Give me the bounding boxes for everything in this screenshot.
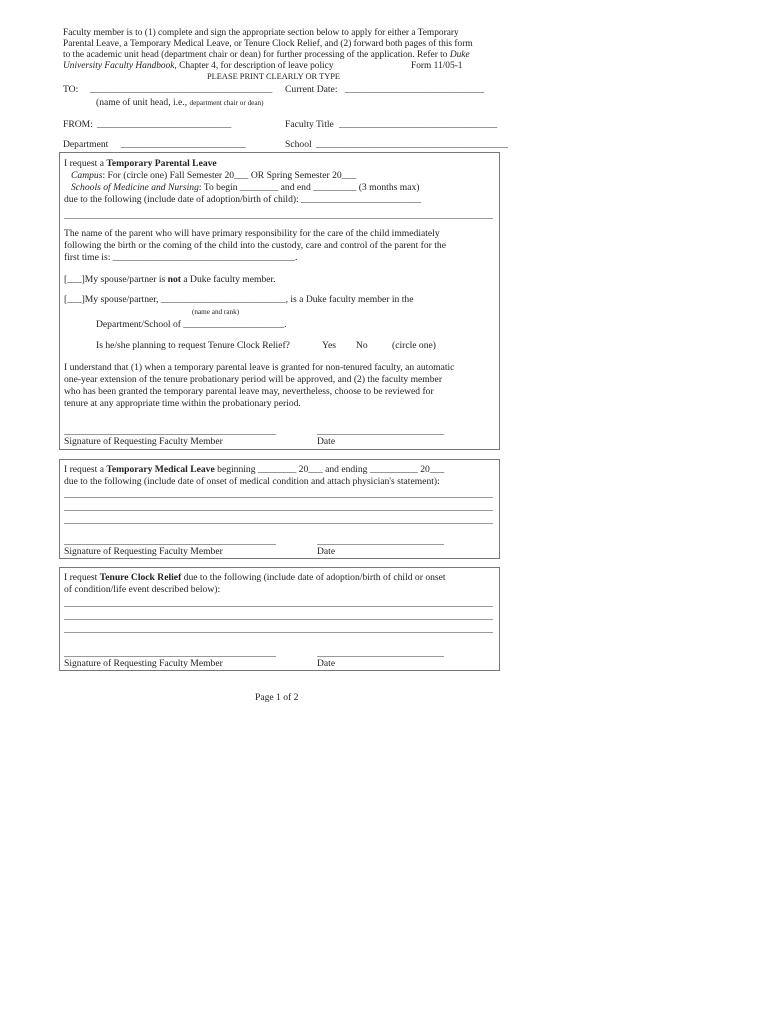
tenure-heading: I request Tenure Clock Relief due to the following (include date of adoption/birth of child or onset	[64, 572, 446, 583]
medical-signature-label: Signature of Requesting Faculty Member	[64, 546, 223, 557]
tenure-relief-question: Is he/she planning to request Tenure Clock Relief?	[96, 340, 290, 351]
school-field[interactable]: ________________________________________	[316, 139, 508, 150]
tenure-signature-line[interactable]	[64, 656, 276, 657]
parental-signature-label: Signature of Requesting Faculty Member	[64, 436, 223, 447]
from-label: FROM:	[63, 119, 93, 130]
tenure-line-2[interactable]	[64, 619, 493, 620]
page-number: Page 1 of 2	[255, 692, 299, 703]
intro-line-1: Faculty member is to (1) complete and sign the appropriate section below to apply for either a Temporary	[63, 28, 459, 38]
print-note: PLEASE PRINT CLEARLY OR TYPE	[207, 72, 341, 81]
tenure-date-label: Date	[317, 658, 336, 669]
intro-line-4: University Faculty Handbook, Chapter 4, for description of leave policy	[63, 61, 334, 71]
parental-signature-line[interactable]	[64, 434, 276, 435]
to-label: TO:	[63, 84, 79, 95]
parental-date-line[interactable]	[317, 434, 444, 435]
intro-line-3: to the academic unit head (department chair or dean) for further processing of the application. Refer to Duke	[63, 50, 470, 60]
medical-line-2[interactable]	[64, 510, 493, 511]
parental-date-label: Date	[317, 436, 336, 447]
primary-parent-text-2: following the birth or the coming of the child into the custody, care and control of the parent for the	[64, 240, 446, 251]
faculty-title-label: Faculty Title	[285, 119, 334, 130]
parental-heading: I request a Temporary Parental Leave	[64, 158, 217, 169]
parental-reason[interactable]: due to the following (include date of adoption/birth of child): _________________________	[64, 194, 422, 205]
medical-date-label: Date	[317, 546, 336, 557]
faculty-title-field[interactable]: _________________________________	[339, 119, 498, 130]
understand-text-2: one-year extension of the tenure probationary period will be approved, and (2) the faculty member	[64, 374, 443, 385]
medical-signature-line[interactable]	[64, 544, 276, 545]
medical-leave-section	[59, 459, 500, 559]
current-date-field[interactable]: _____________________________	[345, 84, 485, 95]
tenure-date-line[interactable]	[317, 656, 444, 657]
yes-option[interactable]: Yes	[322, 340, 336, 351]
tenure-signature-label: Signature of Requesting Faculty Member	[64, 658, 223, 669]
spouse-not-faculty-option[interactable]: [___]My spouse/partner is not a Duke faculty member.	[64, 274, 276, 285]
current-date-label: Current Date:	[285, 84, 338, 95]
unit-head-note: (name of unit head, i.e., department chair or dean)	[96, 97, 264, 108]
campus-line: Campus: For (circle one) Fall Semester 20___ OR Spring Semester 20___	[71, 170, 357, 181]
circle-one-note: (circle one)	[392, 340, 436, 351]
schools-line: Schools of Medicine and Nursing: To begin ________ and end _________ (3 months max)	[71, 182, 420, 193]
intro-line-2: Parental Leave, a Temporary Medical Leave, or Tenure Clock Relief, and (2) forward both pages of this form	[63, 39, 473, 49]
department-field[interactable]: __________________________	[121, 139, 246, 150]
medical-line-1[interactable]	[64, 497, 493, 498]
form-number: Form 11/05-1	[411, 61, 463, 71]
dept-school-field[interactable]: Department/School of _____________________.	[96, 319, 287, 330]
medical-reason: due to the following (include date of onset of medical condition and attach physician's statement):	[64, 476, 440, 487]
tenure-line-1[interactable]	[64, 606, 493, 607]
spouse-faculty-option[interactable]: [___]My spouse/partner, __________________________, is a Duke faculty member in the	[64, 294, 414, 305]
to-field[interactable]: ______________________________________	[90, 84, 273, 95]
from-field[interactable]: ____________________________	[97, 119, 232, 130]
medical-date-line[interactable]	[317, 544, 444, 545]
primary-parent-field[interactable]: first time is: ______________________________________.	[64, 252, 298, 263]
parental-reason-line[interactable]	[64, 218, 493, 219]
tenure-clock-section	[59, 567, 500, 671]
understand-text-1: I understand that (1) when a temporary parental leave is granted for non-tenured faculty, an automatic	[64, 362, 455, 373]
department-label: Department	[63, 139, 109, 150]
tenure-reason: of condition/life event described below):	[64, 584, 221, 595]
understand-text-3: who has been granted the temporary parental leave may, nevertheless, choose to be reviewed for	[64, 386, 434, 397]
tenure-line-3[interactable]	[64, 632, 493, 633]
name-rank-note: (name and rank)	[192, 308, 240, 316]
no-option[interactable]: No	[356, 340, 368, 351]
primary-parent-text-1: The name of the parent who will have primary responsibility for the care of the child immediately	[64, 228, 440, 239]
parental-leave-section	[59, 152, 500, 450]
understand-text-4: tenure at any appropriate time within the probationary period.	[64, 398, 301, 409]
school-label: School	[285, 139, 312, 150]
medical-heading[interactable]: I request a Temporary Medical Leave beginning ________ 20___ and ending __________ 20___	[64, 464, 445, 475]
medical-line-3[interactable]	[64, 523, 493, 524]
